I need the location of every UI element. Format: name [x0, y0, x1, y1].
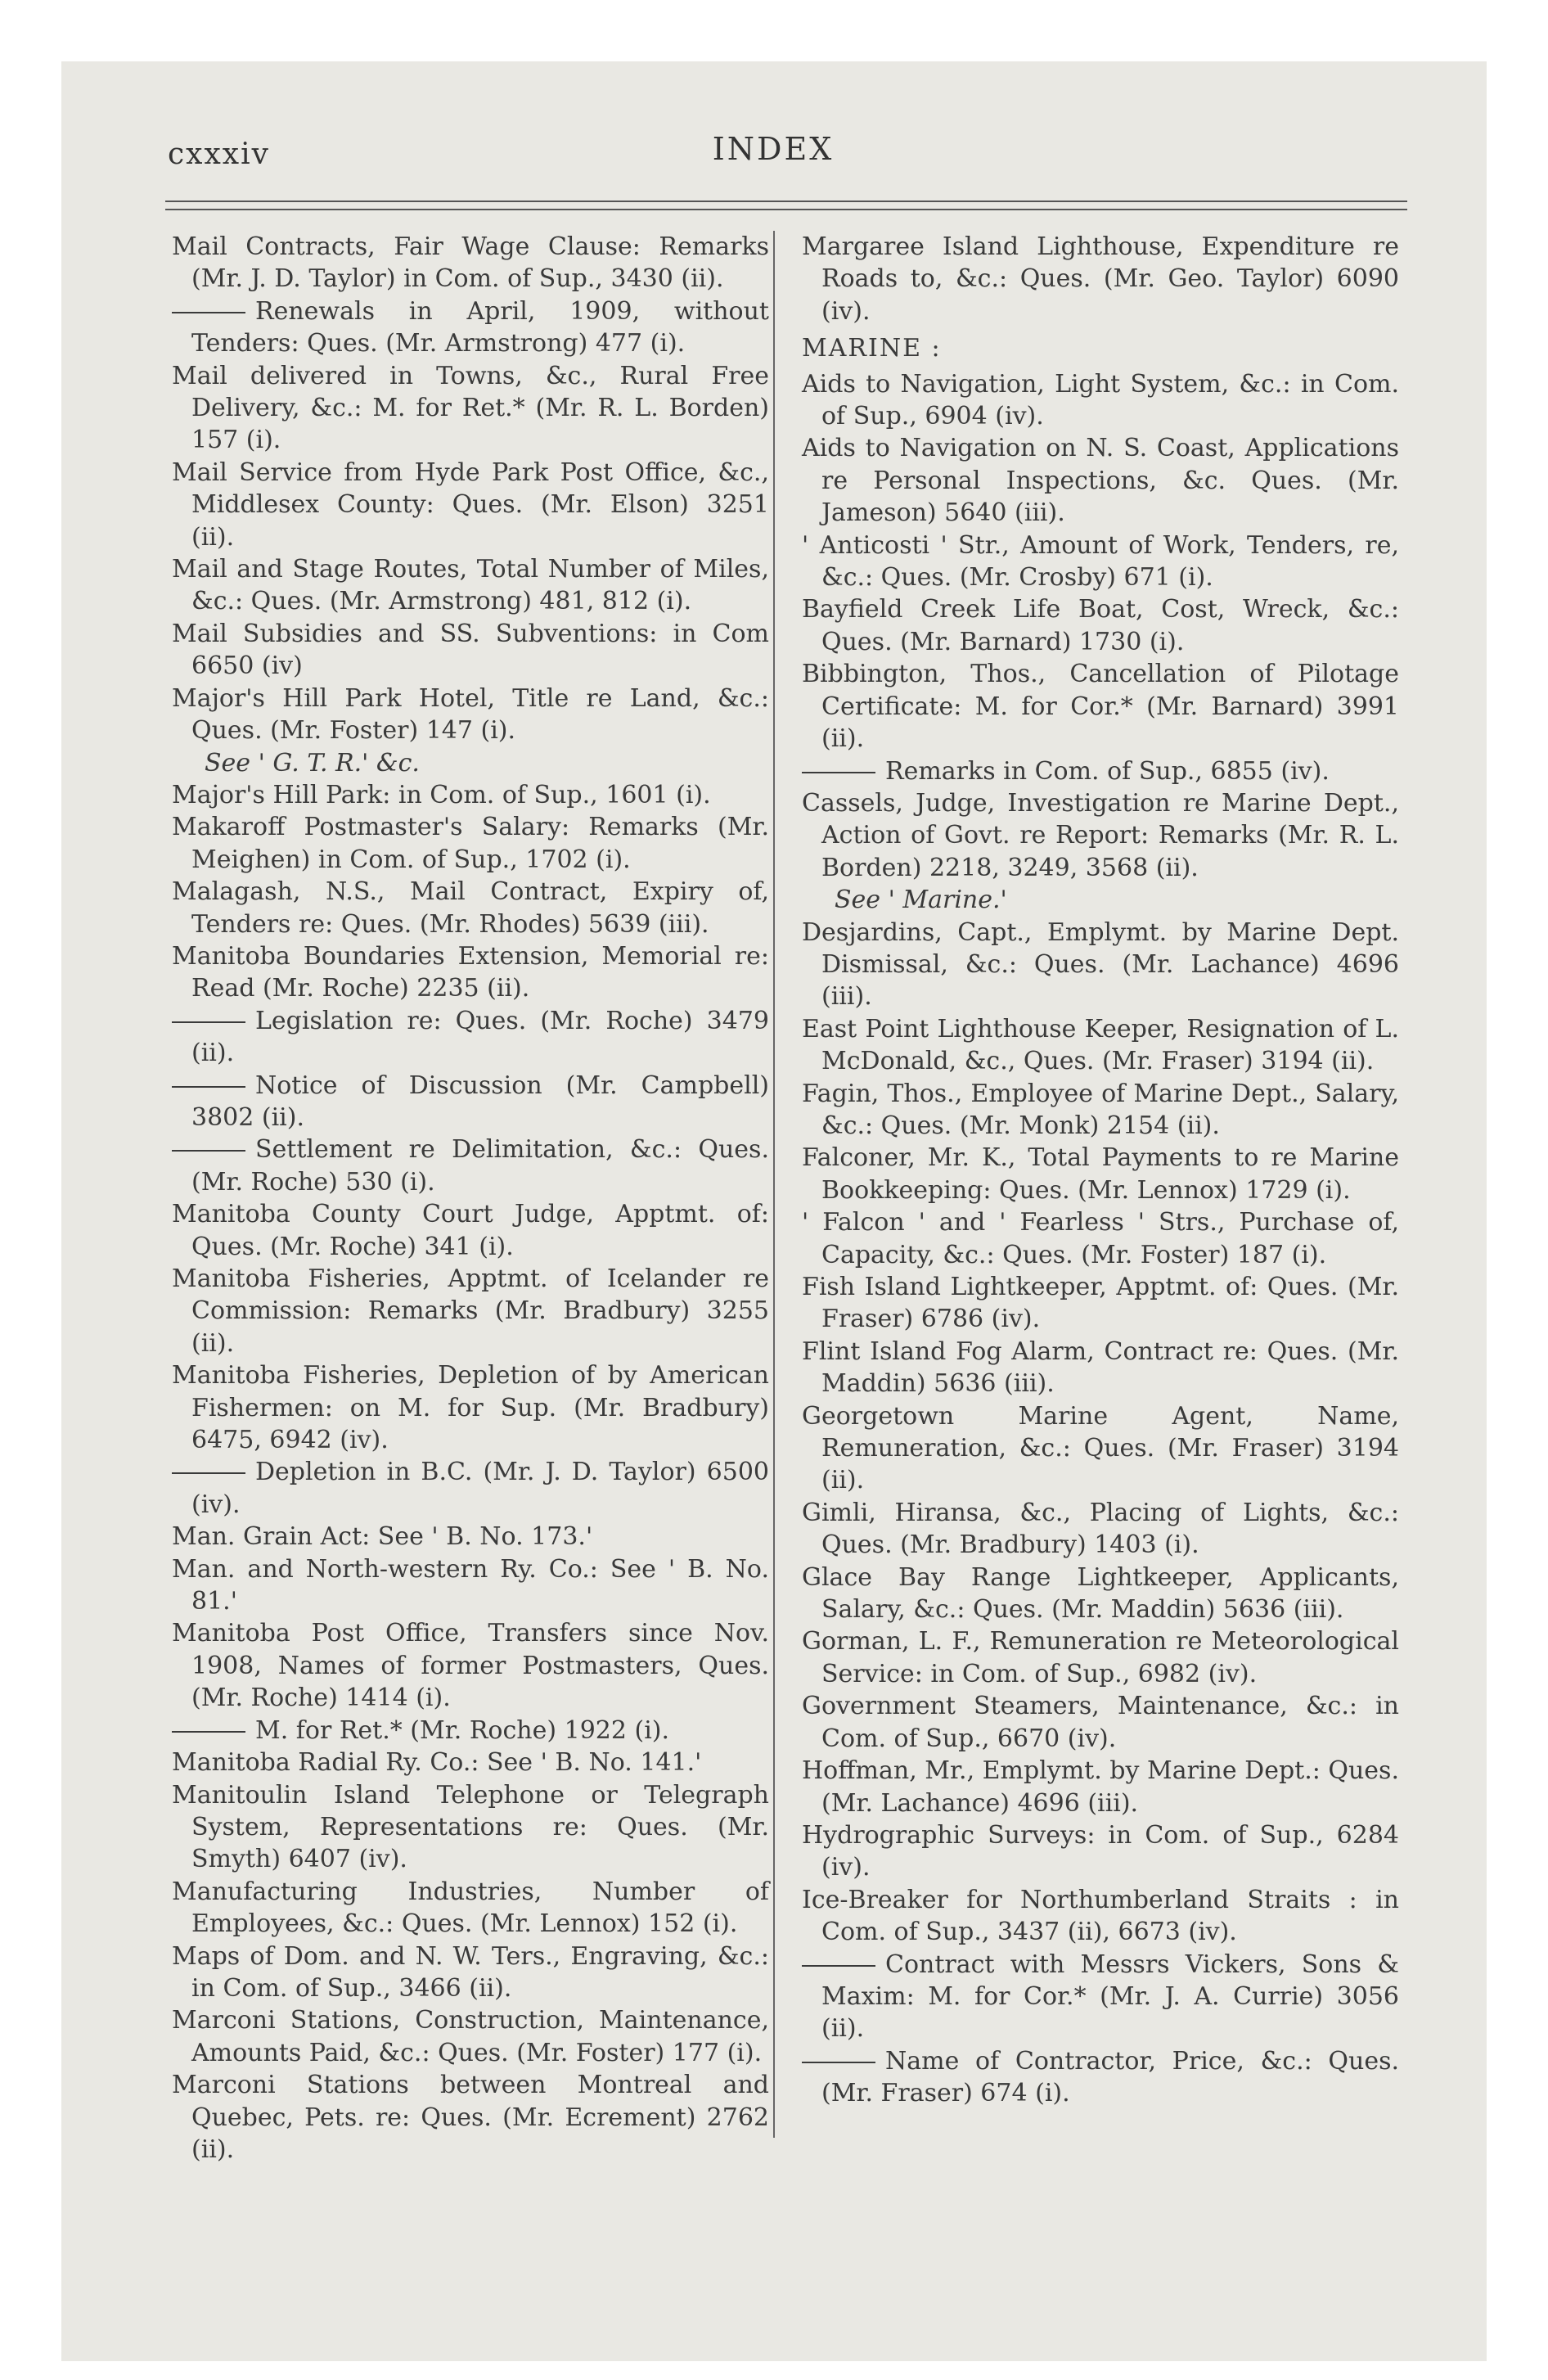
entry-text: Mail Service from Hyde Park Post Office, &c., Middlesex County: Ques. (Mr. Elson) 3251 (ii). [172, 458, 769, 552]
index-entry [172, 360, 769, 457]
entry-text: Marconi Stations between Montreal and Quebec, Pets. re: Ques. (Mr. Ecrement) 2762 (ii). [172, 2071, 769, 2164]
index-entry [172, 1617, 769, 1714]
entry-text: Manitoulin Island Telephone or Telegraph System, Representations re: Ques. (Mr. Smyth) 6407 (iv). [172, 1780, 769, 1874]
entry-text: MARINE : [802, 334, 942, 363]
index-entry [172, 1198, 769, 1263]
index-entry [802, 1562, 1399, 1626]
index-entry [802, 368, 1399, 433]
entry-text: Glace Bay Range Lightkeeper, Applicants, Salary, &c.: Ques. (Mr. Maddin) 5636 (iii). [802, 1562, 1399, 1625]
page-title: INDEX [712, 131, 835, 167]
index-entry [172, 2004, 769, 2069]
index-page [123, 0, 1424, 2380]
entry-text: Falconer, Mr. K., Total Payments to re Marine Bookkeeping: Ques. (Mr. Lennox) 1729 (i). [802, 1143, 1399, 1205]
entry-text: Aids to Navigation on N. S. Coast, Applications re Personal Inspections, &c. Ques. (Mr. Jameson) 5640 (iii). [802, 434, 1399, 528]
entry-text: Remarks in Com. of Sup., 6855 (iv). [885, 756, 1330, 786]
index-entry [172, 1941, 769, 2005]
index-entry [802, 593, 1399, 658]
entry-text: East Point Lighthouse Keeper, Resignation of L. McDonald, &c., Ques. (Mr. Fraser) 3194 (ii). [802, 1014, 1399, 1076]
page-number: cxxxiv [168, 137, 270, 171]
entry-text: Man. Grain Act: See ' B. No. 173.' [172, 1522, 593, 1552]
index-entry [802, 917, 1399, 1013]
entry-text: Government Steamers, Maintenance, &c.: in Com. of Sup., 6670 (iv). [802, 1692, 1399, 1753]
entry-text: Manufacturing Industries, Number of Employees, &c.: Ques. (Mr. Lennox) 152 (i). [172, 1877, 769, 1939]
index-entry [802, 432, 1399, 529]
entry-text: Legislation re: Ques. (Mr. Roche) 3479 (ii). [191, 1006, 769, 1068]
index-entry [172, 618, 769, 683]
index-entry [802, 1206, 1399, 1271]
index-entry [802, 1819, 1399, 1884]
index-entry [172, 683, 769, 747]
entry-text: Mail and Stage Routes, Total Number of Miles, &c.: Ques. (Mr. Armstrong) 481, 812 (i). [172, 555, 769, 616]
entry-text: Mail Contracts, Fair Wage Clause: Remarks (Mr. J. D. Taylor) in Com. of Sup., 3430 (ii). [172, 232, 769, 294]
entry-text: Major's Hill Park: in Com. of Sup., 1601 (i). [172, 780, 711, 809]
index-column-left [172, 231, 769, 2166]
entry-text: Fagin, Thos., Employee of Marine Dept., Salary, &c.: Ques. (Mr. Monk) 2154 (ii). [802, 1079, 1399, 1140]
see-reference [172, 747, 769, 779]
entry-text: Hoffman, Mr., Emplymt. by Marine Dept.: Ques. (Mr. Lachance) 4696 (iii). [802, 1756, 1399, 1818]
index-entry [172, 811, 769, 876]
entry-text: Name of Contractor, Price, &c.: Ques. (Mr. Fraser) 674 (i). [821, 2046, 1399, 2108]
entry-text: ' Falcon ' and ' Fearless ' Strs., Purchase of, Capacity, &c.: Ques. (Mr. Foster) 187 (i). [802, 1208, 1399, 1269]
ditto-dash [172, 1086, 245, 1088]
index-entry [802, 1884, 1399, 1949]
index-subentry [802, 1949, 1399, 2045]
entry-text: Maps of Dom. and N. W. Ters., Engraving, &c.: in Com. of Sup., 3466 (ii). [172, 1941, 769, 2003]
column-divider [773, 231, 775, 2138]
ditto-dash [802, 2062, 875, 2063]
index-entry [172, 1521, 769, 1553]
index-entry [172, 779, 769, 811]
index-entry [802, 1142, 1399, 1206]
entry-text: Cassels, Judge, Investigation re Marine Dept., Action of Govt. re Report: Remarks (Mr. R. L. Borden) 2218, 3249, 3568 (ii). [802, 788, 1399, 882]
ditto-dash [172, 1150, 245, 1152]
index-subentry [172, 1005, 769, 1070]
entry-text: Major's Hill Park Hotel, Title re Land, &c.: Ques. (Mr. Foster) 147 (i). [172, 683, 769, 746]
index-entry [172, 553, 769, 618]
index-subentry [802, 755, 1399, 787]
entry-text: Man. and North-western Ry. Co.: See ' B. No. 81.' [172, 1554, 769, 1616]
index-subentry [172, 1456, 769, 1521]
entry-text: Manitoba Boundaries Extension, Memorial re: Read (Mr. Roche) 2235 (ii). [172, 941, 769, 1003]
index-entry [802, 1336, 1399, 1400]
ditto-dash [802, 772, 875, 773]
index-subentry [802, 2045, 1399, 2110]
entry-text: Margaree Island Lighthouse, Expenditure re Roads to, &c.: Ques. (Mr. Geo. Taylor) 6090 (iv). [802, 232, 1399, 326]
page-header [123, 131, 1424, 180]
entry-text: Renewals in April, 1909, without Tenders: Ques. (Mr. Armstrong) 477 (i). [191, 296, 769, 358]
index-entry [172, 457, 769, 553]
entry-text: Hydrographic Surveys: in Com. of Sup., 6284 (iv). [802, 1820, 1399, 1882]
index-entry [172, 2069, 769, 2166]
entry-text: Georgetown Marine Agent, Name, Remuneration, &c.: Ques. (Mr. Fraser) 3194 (ii). [802, 1401, 1399, 1495]
entry-text: Manitoba Fisheries, Depletion of by American Fishermen: on M. for Sup. (Mr. Bradbury) 6475, 6942 (iv). [172, 1361, 769, 1455]
section-heading [802, 332, 1399, 364]
index-subentry [172, 1070, 769, 1134]
entry-text: Settlement re Delimitation, &c.: Ques. (Mr. Roche) 530 (i). [191, 1135, 769, 1197]
index-entry [172, 1263, 769, 1359]
entry-text: Bayfield Creek Life Boat, Cost, Wreck, &c.: Ques. (Mr. Barnard) 1730 (i). [802, 595, 1399, 656]
entry-text: Mail delivered in Towns, &c., Rural Free Delivery, &c.: M. for Ret.* (Mr. R. L. Borden) 157 (i). [172, 361, 769, 455]
index-entry [802, 1690, 1399, 1755]
entry-text: Notice of Discussion (Mr. Campbell) 3802 (ii). [191, 1071, 769, 1132]
entry-text: Malagash, N.S., Mail Contract, Expiry of, Tenders re: Ques. (Mr. Rhodes) 5639 (iii). [172, 877, 769, 939]
ditto-dash [172, 1021, 245, 1023]
index-entry [172, 876, 769, 940]
ditto-dash [802, 1965, 875, 1967]
entry-text: Fish Island Lightkeeper, Apptmt. of: Ques. (Mr. Fraser) 6786 (iv). [802, 1273, 1399, 1334]
ditto-dash [172, 1472, 245, 1474]
index-entry [802, 1400, 1399, 1497]
entry-text: Desjardins, Capt., Emplymt. by Marine Dept. Dismissal, &c.: Ques. (Mr. Lachance) 4696 (iii). [802, 917, 1399, 1012]
entry-text: Mail Subsidies and SS. Subventions: in Com 6650 (iv) [172, 619, 769, 681]
index-entry [802, 1755, 1399, 1819]
index-subentry [172, 1134, 769, 1198]
index-entry [802, 1497, 1399, 1562]
ditto-dash [172, 312, 245, 313]
index-entry [172, 1747, 769, 1778]
entry-text: M. for Ret.* (Mr. Roche) 1922 (i). [255, 1715, 670, 1745]
index-entry [802, 1271, 1399, 1336]
ditto-dash [172, 1731, 245, 1733]
entry-text: Gimli, Hiransa, &c., Placing of Lights, &c.: Ques. (Mr. Bradbury) 1403 (i). [802, 1498, 1399, 1560]
index-entry [802, 1078, 1399, 1143]
index-entry [172, 1779, 769, 1876]
header-rule-bottom [165, 209, 1407, 210]
entry-text: Gorman, L. F., Remuneration re Meteorological Service: in Com. of Sup., 6982 (iv). [802, 1627, 1399, 1688]
entry-text: Marconi Stations, Construction, Maintenance, Amounts Paid, &c.: Ques. (Mr. Foster) 177 (i). [172, 2006, 769, 2067]
entry-text: Manitoba County Court Judge, Apptmt. of: Ques. (Mr. Roche) 341 (i). [172, 1200, 769, 1261]
index-column-right [802, 231, 1399, 2110]
entry-text: Flint Island Fog Alarm, Contract re: Ques. (Mr. Maddin) 5636 (iii). [802, 1336, 1399, 1399]
entry-text: Bibbington, Thos., Cancellation of Pilotage Certificate: M. for Cor.* (Mr. Barnard) 3991 (ii). [802, 660, 1399, 754]
entry-text: Aids to Navigation, Light System, &c.: in Com. of Sup., 6904 (iv). [802, 369, 1399, 431]
see-reference [802, 884, 1399, 916]
entry-text: Manitoba Fisheries, Apptmt. of Icelander re Commission: Remarks (Mr. Bradbury) 3255 (ii). [172, 1264, 769, 1358]
entry-text: ' Anticosti ' Str., Amount of Work, Tenders, re, &c.: Ques. (Mr. Crosby) 671 (i). [802, 530, 1399, 593]
index-entry [172, 1553, 769, 1618]
index-entry [802, 787, 1399, 884]
index-entry [802, 658, 1399, 755]
entry-text: Makaroff Postmaster's Salary: Remarks (Mr. Meighen) in Com. of Sup., 1702 (i). [172, 813, 769, 874]
index-subentry [172, 295, 769, 360]
index-entry [802, 231, 1399, 327]
index-entry [802, 530, 1399, 594]
entry-text: See ' Marine.' [835, 886, 1007, 915]
entry-text: Ice-Breaker for Northumberland Straits : in Com. of Sup., 3437 (ii), 6673 (iv). [802, 1885, 1399, 1947]
index-entry [802, 1625, 1399, 1690]
entry-text: Manitoba Post Office, Transfers since Nov. 1908, Names of former Postmasters, Ques. (Mr. Roche) 1414 (i). [172, 1619, 769, 1713]
entry-text: Depletion in B.C. (Mr. J. D. Taylor) 6500 (iv). [191, 1458, 769, 1519]
index-entry [802, 1013, 1399, 1078]
header-rule-top [165, 201, 1407, 202]
entry-text: See ' G. T. R.' &c. [205, 748, 420, 778]
index-entry [172, 1876, 769, 1941]
index-subentry [172, 1715, 769, 1747]
entry-text: Manitoba Radial Ry. Co.: See ' B. No. 141.' [172, 1748, 702, 1778]
index-entry [172, 940, 769, 1005]
index-entry [172, 231, 769, 295]
index-entry [172, 1359, 769, 1456]
entry-text: Contract with Messrs Vickers, Sons & Maxim: M. for Cor.* (Mr. J. A. Currie) 3056 (ii). [821, 1950, 1399, 2044]
